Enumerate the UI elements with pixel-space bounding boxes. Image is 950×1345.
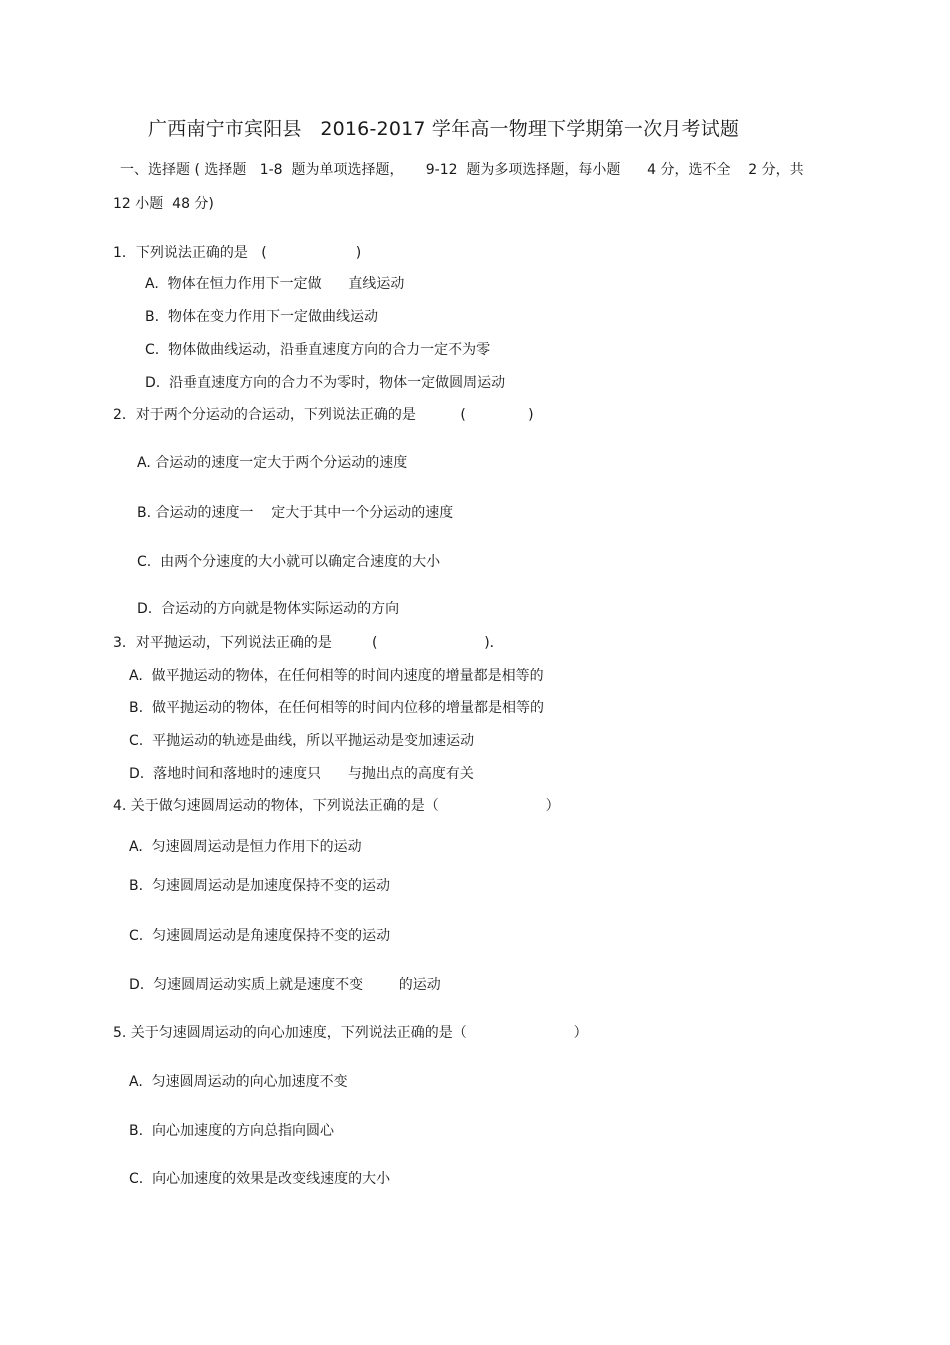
question-5-option-b: B. 向心加速度的方向总指向圆心 xyxy=(129,1123,334,1139)
question-1-option-d: D. 沿垂直速度方向的合力不为零时，物体一定做圆周运动 xyxy=(145,375,506,391)
question-4-option-c: C. 匀速圆周运动是角速度保持不变的运动 xyxy=(129,928,391,944)
question-1-option-c: C. 物体做曲线运动，沿垂直速度方向的合力一定不为零 xyxy=(145,342,491,358)
question-2-stem: 2．对于两个分运动的合运动，下列说法正确的是 ( ) xyxy=(113,407,534,423)
question-2-option-b: B. 合运动的速度一 定大于其中一个分运动的速度 xyxy=(137,505,454,521)
question-4-option-d: D. 匀速圆周运动实质上就是速度不变 的运动 xyxy=(129,977,441,993)
question-5-option-a: A. 匀速圆周运动的向心加速度不变 xyxy=(129,1074,348,1090)
question-1-option-a: A. 物体在恒力作用下一定做 直线运动 xyxy=(145,276,405,292)
question-3-option-b: B. 做平抛运动的物体，在任何相等的时间内位移的增量都是相等的 xyxy=(129,700,544,716)
question-3-option-d: D. 落地时间和落地时的速度只 与抛出点的高度有关 xyxy=(129,766,474,782)
question-2-option-a: A. 合运动的速度一定大于两个分运动的速度 xyxy=(137,455,408,471)
question-2-option-d: D. 合运动的方向就是物体实际运动的方向 xyxy=(137,601,400,617)
question-4-option-b: B. 匀速圆周运动是加速度保持不变的运动 xyxy=(129,878,390,894)
question-5-stem: 5. 关于匀速圆周运动的向心加速度，下列说法正确的是（ ） xyxy=(113,1025,588,1041)
question-2-option-c: C. 由两个分速度的大小就可以确定合速度的大小 xyxy=(137,554,441,570)
section-instructions-line1: 一、选择题 ( 选择题 1-8 题为单项选择题， 9-12 题为多项选择题，每小题 4 分，选不全 2 分，共 xyxy=(120,162,804,178)
question-3-stem: 3．对平抛运动，下列说法正确的是 ( )． xyxy=(113,635,504,651)
question-5-option-c: C. 向心加速度的效果是改变线速度的大小 xyxy=(129,1171,391,1187)
question-3-option-c: C. 平抛运动的轨迹是曲线，所以平抛运动是变加速运动 xyxy=(129,733,475,749)
section-instructions-line2: 12 小题 48 分) xyxy=(113,196,214,212)
question-3-option-a: A. 做平抛运动的物体，在任何相等的时间内速度的增量都是相等的 xyxy=(129,668,544,684)
question-1-option-b: B. 物体在变力作用下一定做曲线运动 xyxy=(145,309,378,325)
page-title: 广西南宁市宾阳县 2016-2017 学年高一物理下学期第一次月考试题 xyxy=(148,118,740,140)
question-4-stem: 4. 关于做匀速圆周运动的物体，下列说法正确的是（ ） xyxy=(113,798,560,814)
question-1-stem: 1．下列说法正确的是 ( ) xyxy=(113,245,362,261)
question-4-option-a: A. 匀速圆周运动是恒力作用下的运动 xyxy=(129,839,362,855)
